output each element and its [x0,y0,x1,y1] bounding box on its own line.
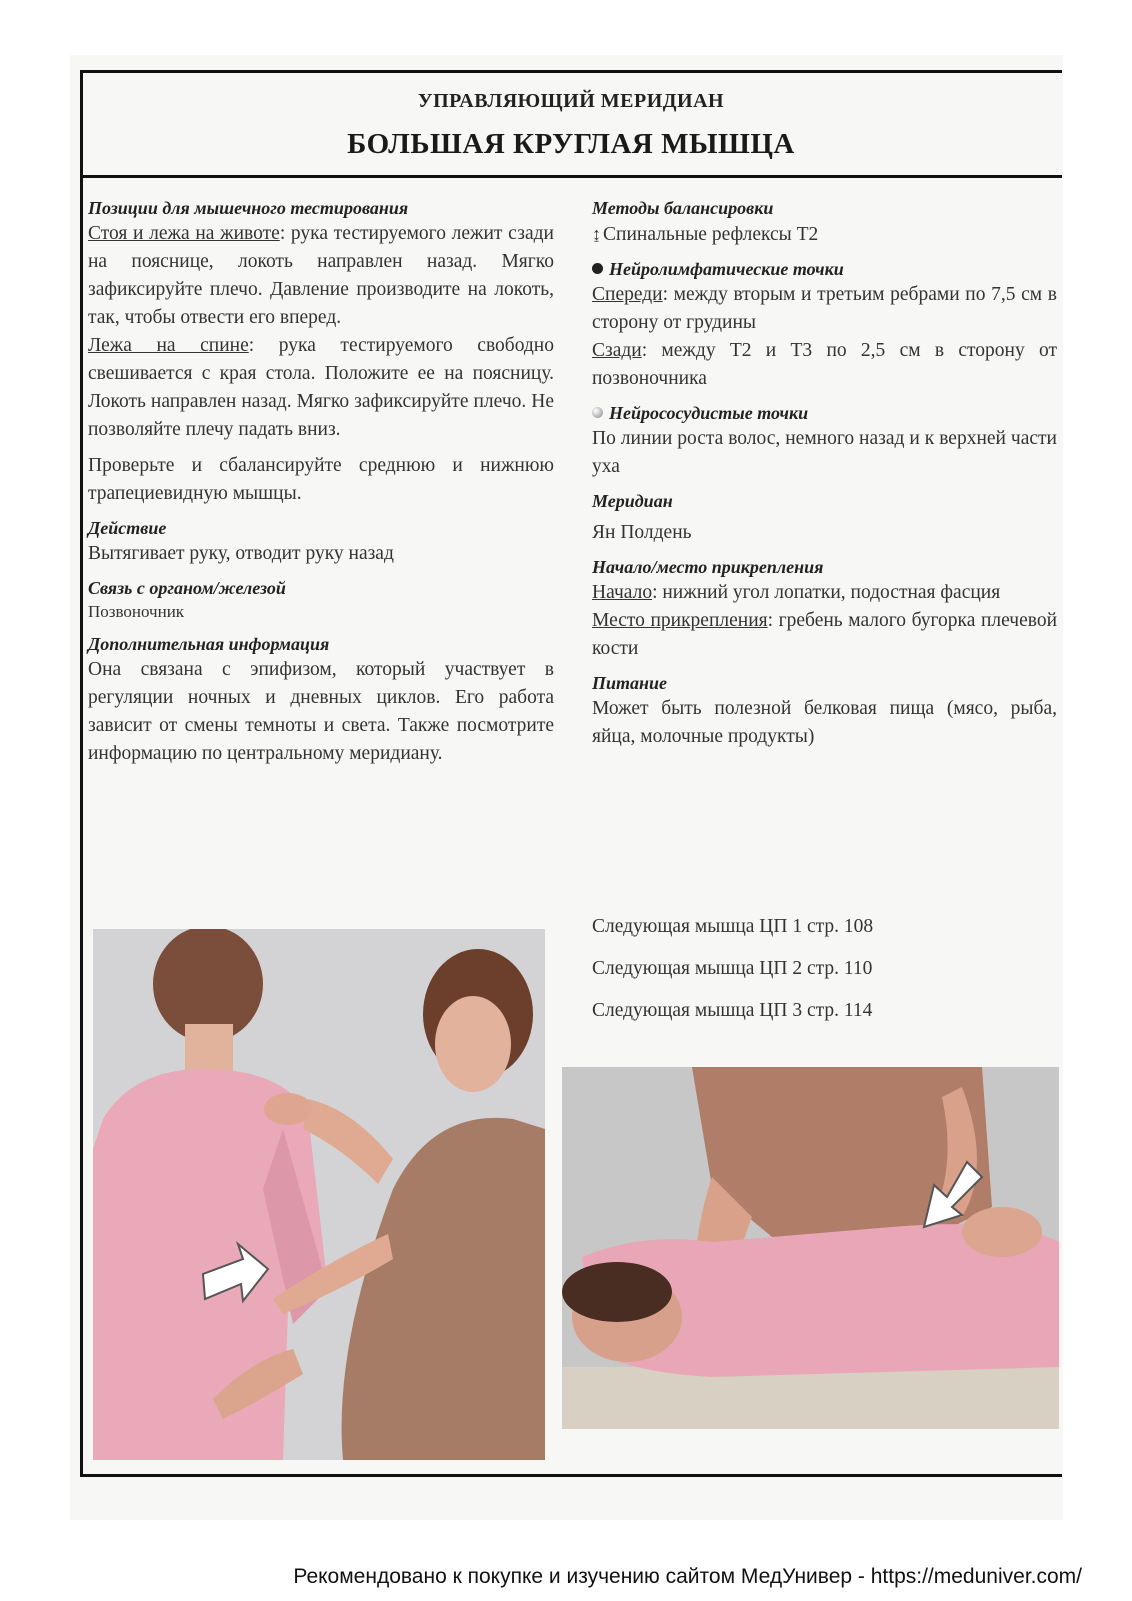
next-muscle-cp1: Следующая мышца ЦП 1 стр. 108 [592,916,874,937]
supine-label: Лежа на спине [88,335,249,356]
front-text: : между вторым и третьим ребрами по 7,5 см в сторону от грудины [592,284,1057,333]
neurovascular-heading: Нейрососудистые точки [609,403,809,423]
back-text: : между Т2 и Т3 по 2,5 см в сторону от позвоночника [592,340,1057,389]
organ-text: Позвоночник [88,602,185,621]
meridian-subtitle: УПРАВЛЯЮЩИЙ МЕРИДИАН [417,90,725,112]
standing-test-photo [93,929,545,1460]
front-paragraph [592,281,1057,337]
origin-paragraph [592,579,1057,607]
supine-test-illustration [562,1067,1059,1429]
insertion-label: Место прикрепления [592,610,768,631]
origin-label: Начало [592,582,653,603]
updown-arrow-icon: ↨ [592,224,601,244]
neurovascular-text: По линии роста волос, немного назад и к верхней части уха [592,428,1057,477]
neurovascular-heading-row [592,401,1057,425]
spinal-reflex-text: Спинальные рефлексы Т2 [603,224,819,245]
origin-heading: Начало/место прикрепления [592,557,824,577]
standing-label: Стоя и лежа на животе [88,223,280,244]
neurolymph-heading: Нейролимфатические точки [609,259,844,279]
next-muscle-cp3: Следующая мышца ЦП 3 стр. 114 [592,1000,873,1021]
standing-paragraph [88,220,554,332]
meridian-text: Ян Полдень [592,522,692,543]
supine-paragraph [88,332,554,444]
next-muscle-cp2: Следующая мышца ЦП 2 стр. 110 [592,958,873,979]
origin-text: : нижний угол лопатки, подостная фасция [652,582,1001,603]
front-label: Спереди [592,284,663,305]
footer-recommendation: Рекомендовано к покупке и изучению сайтом МедУнивер - https://meduniver.com/ [293,1565,1082,1588]
back-label: Сзади [592,340,642,361]
spinal-reflex-line [592,220,1057,249]
action-text: Вытягивает руку, отводит руку назад [88,543,394,564]
extra-text: Она связана с эпифизом, который участвует в регуляции ночных и дневных циклов. Его работа зависит от смены темноты и света. Также посмотрите информацию по центральному меридиану. [88,659,554,764]
standing-text: : рука тестируемого лежит сзади на пояснице, локоть направлен назад. Мягко зафиксируйте плечо. Давление производите на локоть, так, чтобы отвести его вперед. [88,223,554,328]
nutrition-text: Может быть полезной белковая пища (мясо, рыба, яйца, молочные продукты) [592,698,1057,747]
standing-test-illustration [93,929,545,1460]
neurolymph-heading-row [592,257,1057,281]
supine-test-photo [562,1067,1059,1429]
page-header [80,70,1062,178]
extra-heading: Дополнительная информация [88,634,330,654]
meridian-heading: Меридиан [592,491,673,511]
balance-heading: Методы балансировки [592,198,774,218]
back-paragraph [592,337,1057,393]
black-dot-icon [592,263,603,274]
organ-heading: Связь с органом/железой [88,578,286,598]
insertion-paragraph [592,607,1057,663]
right-column [592,196,1057,751]
grey-dot-icon [592,407,603,418]
action-heading: Действие [88,518,167,538]
muscle-title: БОЛЬШАЯ КРУГЛАЯ МЫШЦА [347,128,795,160]
next-muscle-list [592,913,1052,1039]
check-paragraph: Проверьте и сбалансируйте среднюю и нижнюю трапециевидную мышцы. [88,455,554,504]
nutrition-heading: Питание [592,673,668,693]
supine-text: : рука тестируемого свободно свешивается с края стола. Положите ее на поясницу. Локоть направлен назад. Мягко зафиксируйте плечо. Не позволяйте плечу падать вниз. [88,335,554,440]
insertion-text: : гребень малого бугорка плечевой кости [592,610,1058,659]
left-column [88,196,554,768]
positions-heading: Позиции для мышечного тестирования [88,198,409,218]
